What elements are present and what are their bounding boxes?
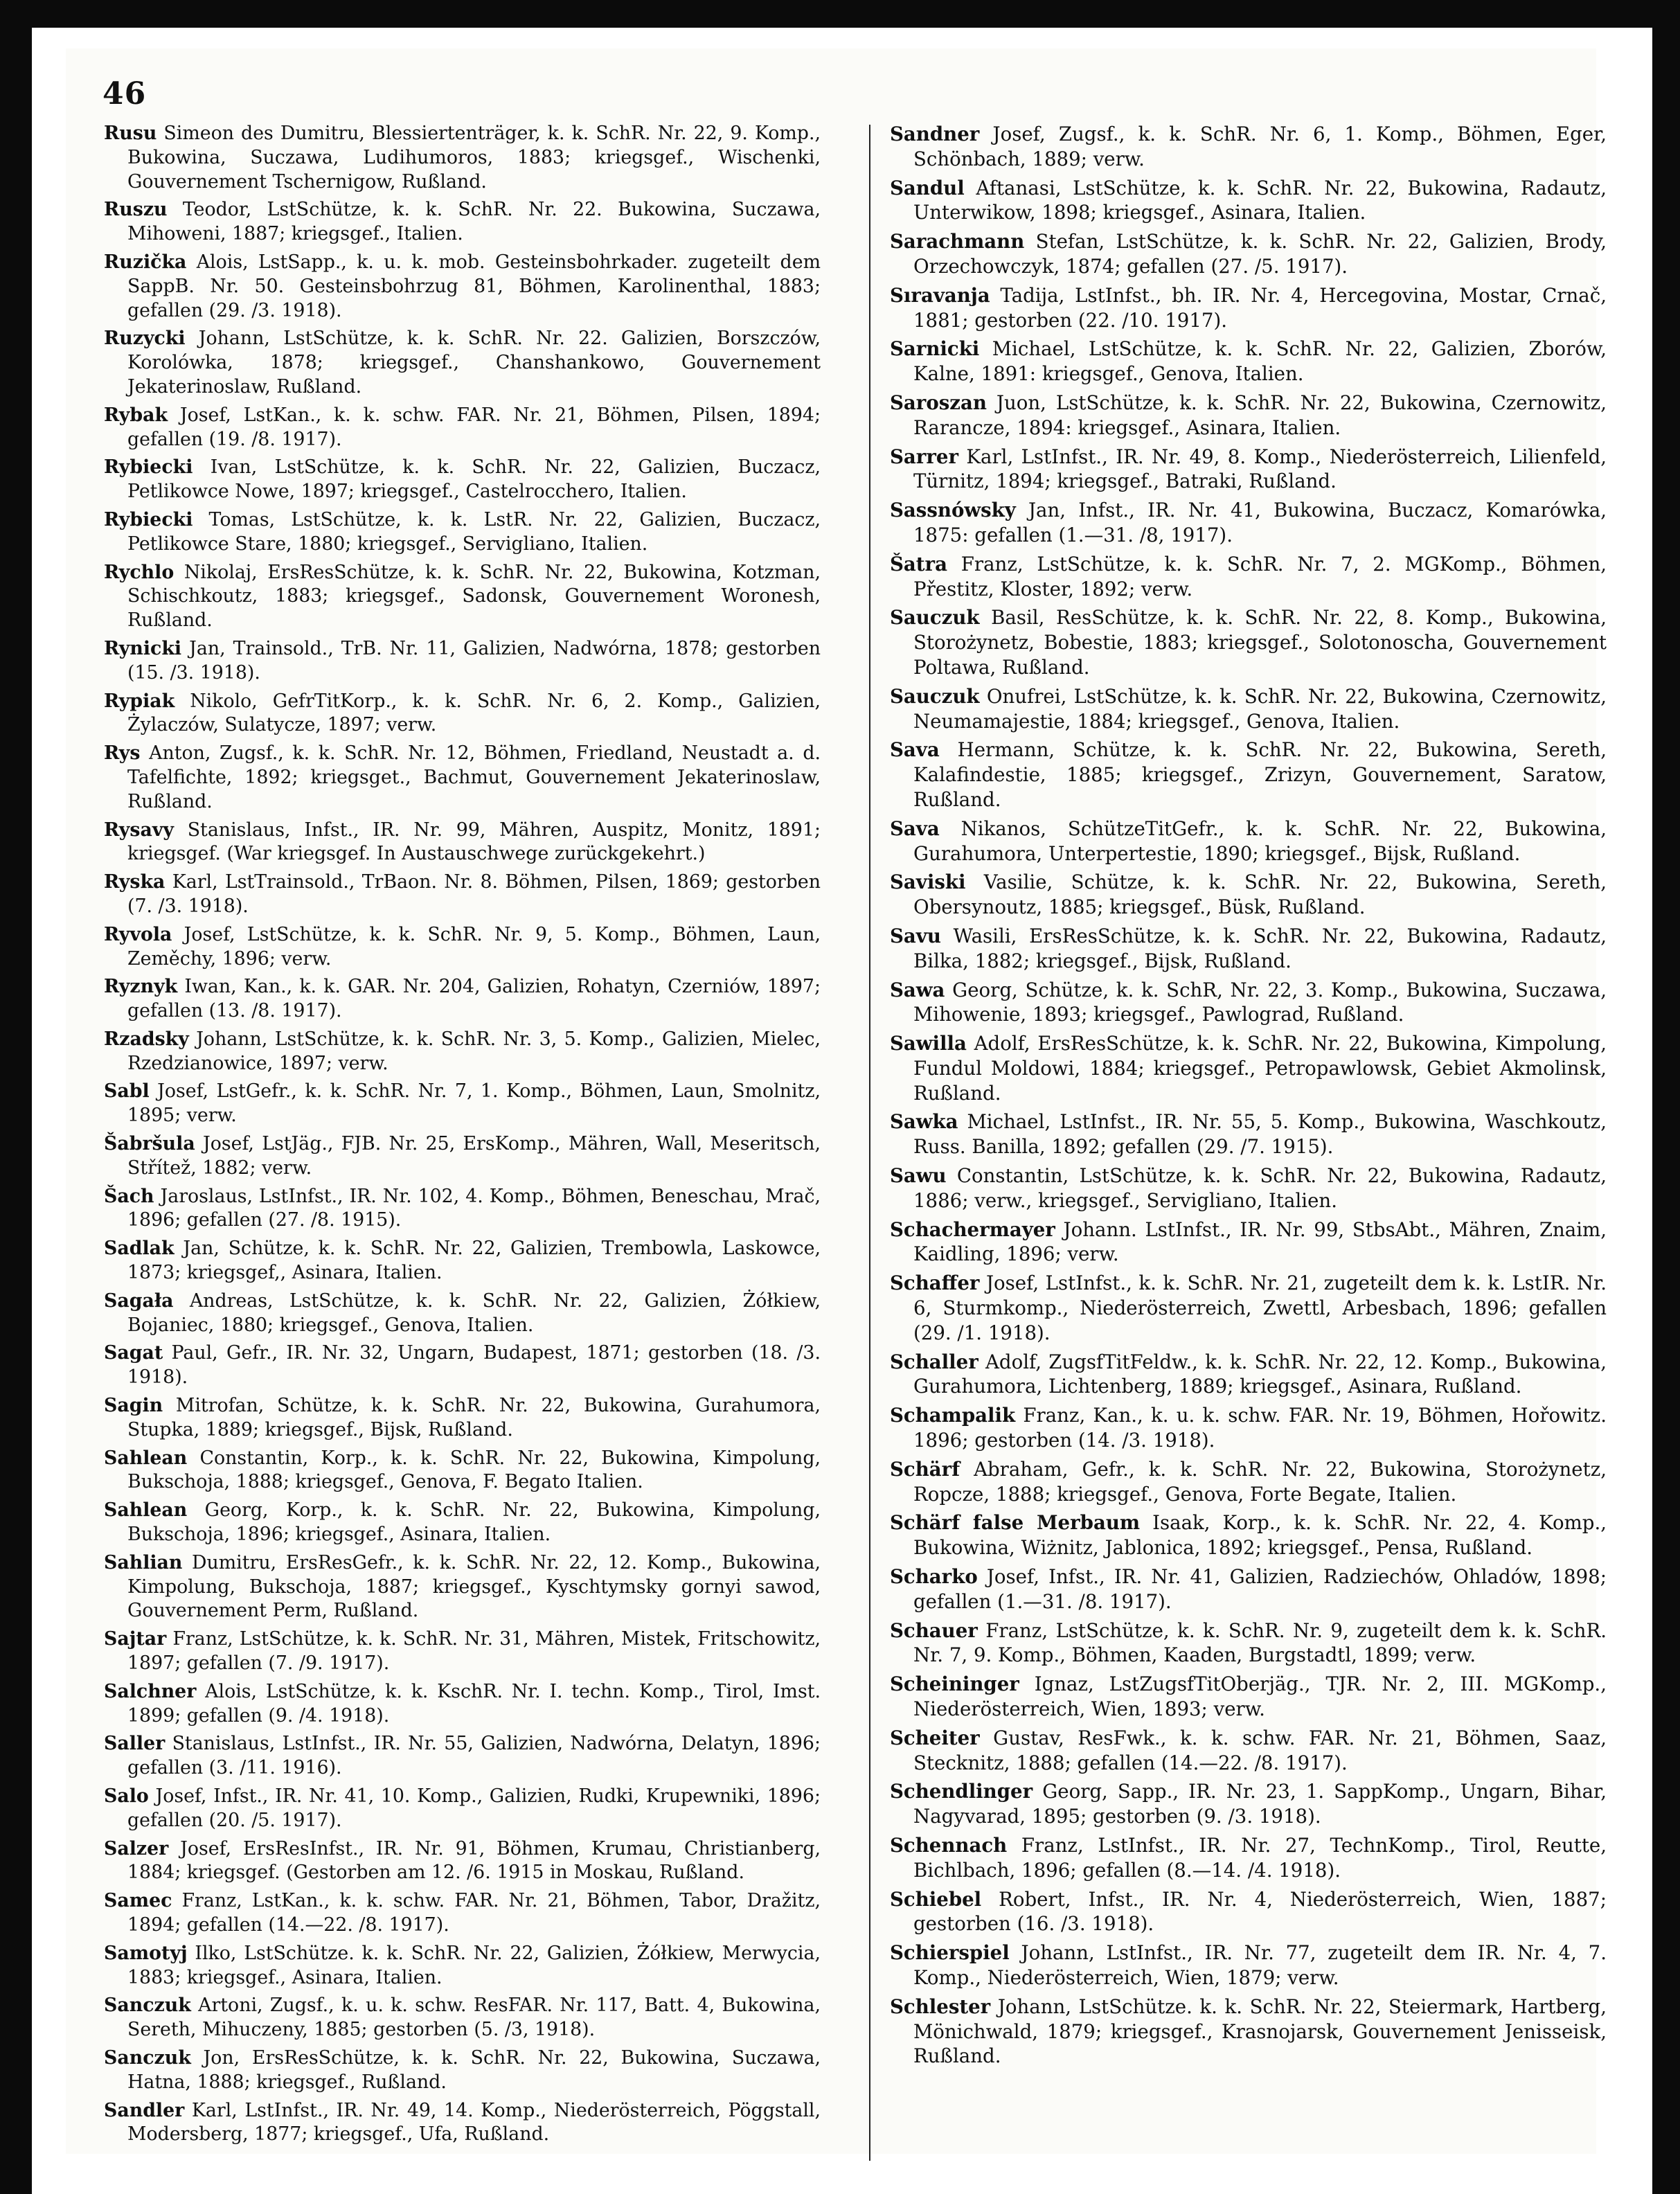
entry-surname: Schachermayer [890, 1218, 1055, 1241]
list-entry [104, 1290, 821, 1338]
entry-surname: Sajtar [104, 1628, 167, 1650]
entry-surname: Schärf false Merbaum [890, 1511, 1141, 1535]
entry-surname: Sandner [890, 123, 980, 145]
entry-details: Josef, Infst., IR. Nr. 41, Galizien, Radziechów, Ohladów, 1898; gefallen (1.—31. /8. 1917). [913, 1565, 1607, 1613]
list-entry [104, 1132, 821, 1181]
list-entry [890, 1350, 1607, 1400]
entry-surname: Savu [890, 924, 941, 947]
entry-details: Jan, Infst., IR. Nr. 41, Bukowina, Buczacz, Komarówka, 1875: gefallen (1.—31. /8, 1917). [913, 499, 1607, 546]
entry-details: Franz, LstSchütze, k. k. SchR. Nr. 9, zugeteilt dem k. k. SchR. Nr. 7, 9. Komp., Böhmen, Kaaden, Burgstadtl, 1899; verw. [913, 1618, 1607, 1667]
entry-surname: Sanczuk [104, 2046, 191, 2069]
entry-details: Georg, Korp., k. k. SchR. Nr. 22, Bukowina, Kimpolung, Bukschoja, 1896; kriegsgef., Asinara, Italien. [127, 1499, 821, 1546]
entry-details: Constantin, LstSchütze, k. k. SchR. Nr. 22, Bukowina, Radautz, 1886; verw., kriegsgef., Servigliano, Italien. [913, 1164, 1607, 1212]
entry-surname: Sawu [890, 1164, 947, 1188]
entry-surname: Sadlak [104, 1238, 175, 1260]
entry-details: Karl, LstInfst., IR. Nr. 49, 8. Komp., Niederösterreich, Lilienfeld, Türnitz, 1894; kriegsgef., Batraki, Rußland. [913, 445, 1607, 493]
entry-surname: Schlester [890, 1995, 991, 2018]
entry-surname: Sahlean [104, 1447, 188, 1469]
list-entry [104, 1028, 821, 1076]
entry-surname: Schampalik [890, 1404, 1016, 1427]
entry-details: Stanislaus, Infst., IR. Nr. 99, Mähren, Auspitz, Monitz, 1891; kriegsgef. (War kriegsgef. In Austauschwege zurückgekehrt.) [127, 819, 821, 865]
entry-surname: Salo [104, 1785, 149, 1807]
list-entry [890, 1618, 1607, 1668]
entry-surname: Rusu [104, 123, 157, 144]
list-entry [104, 1627, 821, 1676]
entry-surname: Sassnówsky [890, 499, 1016, 522]
list-entry [104, 1837, 821, 1886]
entry-surname: Sıravanja [890, 283, 990, 307]
list-entry [104, 1889, 821, 1938]
list-entry [104, 1551, 821, 1623]
list-entry [890, 1833, 1607, 1883]
list-entry [890, 1564, 1607, 1614]
list-entry [890, 1109, 1607, 1159]
entry-details: Franz, LstKan., k. k. schw. FAR. Nr. 21, Böhmen, Tabor, Dražitz, 1894; gefallen (14.—22. /8. 1917). [127, 1890, 821, 1936]
entry-details: Vasilie, Schütze, k. k. SchR. Nr. 22, Bukowina, Sereth, Obersynoutz, 1885; kriegsgef., Büsk, Rußland. [913, 871, 1607, 919]
entry-surname: Sawa [890, 978, 945, 1001]
list-entry [104, 1942, 821, 1990]
list-entry [104, 1994, 821, 2042]
list-entry [104, 251, 821, 323]
entry-surname: Šabršula [104, 1133, 195, 1155]
entry-details: Tadija, LstInfst., bh. IR. Nr. 4, Hercegovina, Mostar, Crnač, 1881; gestorben (22. /10. 1917). [913, 283, 1607, 332]
entry-details: Abraham, Gefr., k. k. SchR. Nr. 22, Bukowina, Storożynetz, Ropcze, 1888; kriegsgef., Genova, Forte Begate, Italien. [913, 1457, 1607, 1506]
entry-details: Adolf, ErsResSchütze, k. k. SchR. Nr. 22, Bukowina, Kimpolung, Fundul Moldowi, 1884; kriegsgef., Petropawlowsk, Gebiet Akmolinsk, Rußland. [913, 1032, 1607, 1105]
entry-surname: Saviski [890, 871, 966, 894]
list-entry [104, 923, 821, 972]
entry-surname: Sava [890, 817, 940, 840]
entry-details: Juon, LstSchütze, k. k. SchR. Nr. 22, Bukowina, Czernowitz, Rarancze, 1894: kriegsgef., Asinara, Italien. [913, 391, 1607, 439]
entry-details: Josef, LstInfst., k. k. SchR. Nr. 21, zugeteilt dem k. k. LstIR. Nr. 6, Sturmkomp., Niederösterreich, Zwettl, Arbesbach, 1896; gefallen (29. /1. 1918). [913, 1272, 1607, 1344]
entry-surname: Sawilla [890, 1032, 967, 1055]
scan-border-left [0, 0, 32, 2194]
list-entry [890, 283, 1607, 333]
list-entry [890, 337, 1607, 386]
entry-details: Georg, Sapp., IR. Nr. 23, 1. SappKomp., Ungarn, Bihar, Nagyvarad, 1895; gestorben (9. /3. 1918). [913, 1780, 1607, 1828]
entry-surname: Sandler [104, 2099, 185, 2121]
entry-details: Josef, LstJäg., FJB. Nr. 25, ErsKomp., Mähren, Wall, Meseritsch, Střítež, 1882; verw. [127, 1133, 821, 1179]
list-entry [890, 1457, 1607, 1507]
entry-details: Anton, Zugsf., k. k. SchR. Nr. 12, Böhmen, Friedland, Neustadt a. d. Tafelfichte, 1892; kriegsget., Bachmut, Gouvernement Jekaterinoslaw, Rußland. [127, 742, 821, 812]
entry-surname: Schauer [890, 1618, 978, 1642]
entry-details: Michael, LstSchütze, k. k. SchR. Nr. 22, Galizien, Zborów, Kalne, 1891: kriegsgef., Genova, Italien. [913, 337, 1607, 386]
entry-details: Basil, ResSchütze, k. k. SchR. Nr. 22, 8. Komp., Bukowina, Storożynetz, Bobestie, 1883; kriegsgef., Solotonoscha, Gouvernement Poltawa, Rußland. [913, 606, 1607, 679]
list-entry [890, 552, 1607, 602]
entry-details: Wasili, ErsResSchütze, k. k. SchR. Nr. 22, Bukowina, Radautz, Bilka, 1882; kriegsgef., Bijsk, Rußland. [913, 924, 1607, 972]
list-entry [890, 738, 1607, 812]
entry-details: Alois, LstSchütze, k. k. KschR. Nr. I. techn. Komp., Tirol, Imst. 1899; gefallen (9. /4. 1918). [127, 1680, 821, 1727]
left-column [104, 122, 821, 2151]
entry-surname: Rychlo [104, 561, 175, 583]
list-entry [890, 1887, 1607, 1937]
entry-details: Georg, Schütze, k. k. SchR, Nr. 22, 3. Komp., Bukowina, Suczawa, Mihowenie, 1893; kriegsgef., Pawlograd, Rußland. [913, 978, 1607, 1026]
entry-surname: Sauczuk [890, 606, 980, 630]
entry-surname: Salzer [104, 1837, 169, 1859]
entry-details: Hermann, Schütze, k. k. SchR. Nr. 22, Bukowina, Sereth, Kalafindestie, 1885; kriegsgef., Zrizyn, Gouvernement, Saratow, Rußland. [913, 738, 1607, 811]
list-entry [104, 819, 821, 867]
entry-details: Karl, LstTrainsold., TrBaon. Nr. 8. Böhmen, Pilsen, 1869; gestorben (7. /3. 1918). [127, 871, 821, 917]
entry-details: Jon, ErsResSchütze, k. k. SchR. Nr. 22, Bukowina, Suczawa, Hatna, 1888; kriegsgef., Rußland. [127, 2046, 821, 2093]
list-entry [104, 2099, 821, 2148]
entry-surname: Samotyj [104, 1942, 188, 1964]
entry-surname: Rybiecki [104, 508, 193, 530]
entry-surname: Schaller [890, 1350, 978, 1373]
list-entry [104, 1680, 821, 1729]
list-entry [890, 445, 1607, 494]
entry-surname: Ruzička [104, 251, 187, 273]
entry-details: Nikolo, GefrTitKorp., k. k. SchR. Nr. 6, 2. Komp., Galizien, Żylaczów, Sulatycze, 1897; verw. [127, 690, 821, 736]
list-entry [890, 1271, 1607, 1345]
entry-surname: Ryska [104, 871, 166, 893]
list-entry [104, 1237, 821, 1285]
entry-surname: Schärf [890, 1457, 960, 1481]
entry-details: Isaak, Korp., k. k. SchR. Nr. 22, 4. Komp., Bukowina, Wiżnitz, Jablonica, 1892; kriegsgef., Pensa, Rußland. [913, 1511, 1607, 1560]
entry-details: Dumitru, ErsResGefr., k. k. SchR. Nr. 22, 12. Komp., Bukowina, Kimpolung, Bukschoja, 1887; kriegsgef., Kyschtymsky gornyi sawod, Gouvernement Perm, Rußland. [127, 1551, 821, 1622]
entry-surname: Sagała [104, 1290, 174, 1312]
entry-surname: Scheiter [890, 1726, 980, 1749]
list-entry [890, 1031, 1607, 1105]
entry-surname: Saroszan [890, 391, 987, 414]
scan-border-top [0, 0, 1680, 28]
list-entry [890, 684, 1607, 734]
list-entry [104, 975, 821, 1024]
list-entry [104, 508, 821, 557]
list-entry [890, 1403, 1607, 1453]
entry-details: Johann, LstSchütze. k. k. SchR. Nr. 22, Steiermark, Hartberg, Mönichwald, 1879; kriegsgef., Krasnojarsk, Gouvernement Jenisseisk, Rußland. [913, 1995, 1607, 2068]
entry-surname: Šach [104, 1185, 154, 1207]
entry-surname: Rynicki [104, 637, 182, 659]
list-entry [104, 404, 821, 452]
entry-details: Paul, Gefr., IR. Nr. 32, Ungarn, Budapest, 1871; gestorben (18. /3. 1918). [127, 1342, 821, 1389]
entry-surname: Sabl [104, 1080, 150, 1103]
entry-details: Franz, Kan., k. u. k. schw. FAR. Nr. 19, Böhmen, Hořowitz. 1896; gestorben (14. /3. 1918). [913, 1404, 1607, 1452]
list-entry [104, 1341, 821, 1390]
entry-surname: Sahlean [104, 1499, 188, 1522]
entry-surname: Schiebel [890, 1887, 982, 1911]
entry-surname: Sawka [890, 1110, 958, 1134]
entry-surname: Saller [104, 1733, 166, 1755]
entry-surname: Ruszu [104, 199, 168, 221]
list-entry [890, 1218, 1607, 1267]
entry-surname: Rybak [104, 404, 168, 426]
entry-details: Stanislaus, LstInfst., IR. Nr. 55, Galizien, Nadwórna, Delatyn, 1896; gefallen (3. /11. 1916). [127, 1733, 821, 1779]
list-entry [104, 871, 821, 919]
entry-details: Robert, Infst., IR. Nr. 4, Niederösterreich, Wien, 1887; gestorben (16. /3. 1918). [913, 1887, 1607, 1936]
list-entry [104, 2046, 821, 2095]
entry-details: Tomas, LstSchütze, k. k. LstR. Nr. 22, Galizien, Buczacz, Petlikowce Stare, 1880; kriegsgef., Servigliano, Italien. [127, 508, 821, 555]
entry-surname: Sarachmann [890, 230, 1025, 253]
entry-details: Josef, LstSchütze, k. k. SchR. Nr. 9, 5. Komp., Böhmen, Laun, Zeměchy, 1896; verw. [127, 923, 821, 970]
scan-border-right [1652, 0, 1680, 2194]
entry-details: Josef, Zugsf., k. k. SchR. Nr. 6, 1. Komp., Böhmen, Eger, Schönbach, 1889; verw. [913, 123, 1607, 170]
entry-surname: Sarrer [890, 445, 958, 468]
entry-surname: Salchner [104, 1680, 197, 1702]
entry-surname: Šatra [890, 552, 947, 576]
list-entry [890, 1163, 1607, 1213]
entry-details: Ignaz, LstZugsfTitOberjäg., TJR. Nr. 2, III. MGKomp., Niederösterreich, Wien, 1893; verw. [913, 1673, 1607, 1721]
entry-details: Franz, LstSchütze, k. k. SchR. Nr. 31, Mähren, Mistek, Fritschowitz, 1897; gefallen (7. /9. 1917). [127, 1628, 821, 1675]
entry-details: Andreas, LstSchütze, k. k. SchR. Nr. 22, Galizien, Żółkiew, Bojaniec, 1880; kriegsgef., Genova, Italien. [127, 1290, 821, 1336]
list-entry [890, 122, 1607, 172]
list-entry [890, 924, 1607, 974]
entry-details: Aftanasi, LstSchütze, k. k. SchR. Nr. 22, Bukowina, Radautz, Unterwikow, 1898; kriegsgef., Asinara, Italien. [913, 176, 1607, 224]
entry-details: Johann. LstInfst., IR. Nr. 99, StbsAbt., Mähren, Znaim, Kaidling, 1896; verw. [913, 1218, 1607, 1266]
list-entry [890, 978, 1607, 1028]
entry-details: Artoni, Zugsf., k. u. k. schw. ResFAR. Nr. 117, Batt. 4, Bukowina, Sereth, Mihuczeny, 1885; gestorben (5. /3, 1918). [127, 1995, 821, 2041]
entry-surname: Schennach [890, 1834, 1008, 1857]
list-entry [104, 1499, 821, 1547]
entry-details: Josef, LstGefr., k. k. SchR. Nr. 7, 1. Komp., Böhmen, Laun, Smolnitz, 1895; verw. [127, 1080, 821, 1127]
entry-surname: Rybiecki [104, 456, 193, 479]
entry-surname: Sandul [890, 176, 965, 199]
list-entry [104, 1447, 821, 1495]
entry-surname: Sahlian [104, 1551, 183, 1573]
list-entry [890, 391, 1607, 440]
entry-details: Jan, Schütze, k. k. SchR. Nr. 22, Galizien, Trembowla, Laskowce, 1873; kriegsgef,, Asinara, Italien. [127, 1238, 821, 1284]
entry-details: Nikanos, SchützeTitGefr., k. k. SchR. Nr. 22, Bukowina, Gurahumora, Unterpertestie, 1890; kriegsgef., Bijsk, Rußland. [913, 817, 1607, 865]
entry-details: Josef, ErsResInfst., IR. Nr. 91, Böhmen, Krumau, Christianberg, 1884; kriegsgef. (Gestorben am 12. /6. 1915 in Moskau, Rußland. [127, 1837, 821, 1884]
list-entry [104, 1080, 821, 1128]
right-column [890, 122, 1607, 2073]
entry-details: Johann, LstSchütze, k. k. SchR. Nr. 22. Galizien, Borszczów, Korolówka, 1878; kriegsgef., Chanshankowo, Gouvernement Jekaterinoslaw, Rußland. [127, 328, 821, 398]
entry-surname: Samec [104, 1890, 172, 1912]
entry-surname: Sarnicki [890, 337, 980, 361]
list-entry [104, 1732, 821, 1781]
list-entry [890, 498, 1607, 548]
entry-details: Ilko, LstSchütze. k. k. SchR. Nr. 22, Galizien, Żółkiew, Merwycia, 1883; kriegsgef., Asinara, Italien. [127, 1942, 821, 1988]
entry-details: Johann, LstSchütze, k. k. SchR. Nr. 3, 5. Komp., Galizien, Mielec, Rzedzianowice, 1897; verw. [127, 1028, 821, 1074]
entry-details: Onufrei, LstSchütze, k. k. SchR. Nr. 22, Bukowina, Czernowitz, Neumamajestie, 1884; kriegsgef., Genova, Italien. [913, 684, 1607, 733]
list-entry [104, 198, 821, 247]
list-entry [890, 1779, 1607, 1829]
entry-surname: Sagin [104, 1395, 163, 1417]
entry-surname: Rzadsky [104, 1028, 189, 1050]
list-entry [104, 637, 821, 686]
entry-details: Jaroslaus, LstInfst., IR. Nr. 102, 4. Komp., Böhmen, Beneschau, Mrač, 1896; gefallen (27. /8. 1915). [127, 1185, 821, 1231]
entry-surname: Schierspiel [890, 1941, 1010, 1965]
entry-details: Jan, Trainsold., TrB. Nr. 11, Galizien, Nadwórna, 1878; gestorben (15. /3. 1918). [127, 637, 821, 684]
entry-details: Alois, LstSapp., k. u. k. mob. Gesteinsbohrkader. zugeteilt dem SappB. Nr. 50. Gesteinsbohrzug 81, Böhmen, Karolinenthal, 1883; gefallen (29. /3. 1918). [127, 251, 821, 321]
list-entry [104, 122, 821, 194]
entry-surname: Scheininger [890, 1673, 1019, 1696]
entry-details: Josef, Infst., IR. Nr. 41, 10. Komp., Galizien, Rudki, Krupewniki, 1896; gefallen (20. /5. 1917). [127, 1785, 821, 1831]
entry-details: Karl, LstInfst., IR. Nr. 49, 14. Komp., Niederösterreich, Pöggstall, Modersberg, 1877; kriegsgef., Ufa, Rußland. [127, 2099, 821, 2146]
list-entry [890, 817, 1607, 866]
list-entry [104, 327, 821, 399]
entry-details: Ivan, LstSchütze, k. k. SchR. Nr. 22, Galizien, Buczacz, Petlikowce Nowe, 1897; kriegsgef., Castelrocchero, Italien. [127, 456, 821, 503]
list-entry [890, 1995, 1607, 2069]
list-entry [890, 1672, 1607, 1722]
entry-surname: Sauczuk [890, 684, 980, 708]
entry-details: Simeon des Dumitru, Blessiertenträger, k. k. SchR. Nr. 22, 9. Komp., Bukowina, Suczawa, Ludihumoros, 1883; kriegsgef., Wischenki, Gouvernement Tschernigow, Rußland. [127, 123, 821, 193]
list-entry [890, 1510, 1607, 1560]
entry-details: Iwan, Kan., k. k. GAR. Nr. 204, Galizien, Rohatyn, Czerniów, 1897; gefallen (13. /8. 1917). [127, 976, 821, 1022]
list-entry [104, 1785, 821, 1833]
entry-details: Stefan, LstSchütze, k. k. SchR. Nr. 22, Galizien, Brody, Orzechowczyk, 1874; gefallen (27. /5. 1917). [913, 230, 1607, 278]
entry-details: Josef, LstKan., k. k. schw. FAR. Nr. 21, Böhmen, Pilsen, 1894; gefallen (19. /8. 1917). [127, 404, 821, 450]
list-entry [890, 1726, 1607, 1776]
entry-surname: Rysavy [104, 819, 174, 841]
entry-surname: Ruzycki [104, 328, 186, 350]
entry-details: Gustav, ResFwk., k. k. schw. FAR. Nr. 21, Böhmen, Saaz, Stecknitz, 1888; gefallen (14.—22. /8. 1917). [913, 1726, 1607, 1774]
list-entry [104, 561, 821, 633]
entry-details: Mitrofan, Schütze, k. k. SchR. Nr. 22, Bukowina, Gurahumora, Stupka, 1889; kriegsgef., Bijsk, Rußland. [127, 1395, 821, 1441]
entry-details: Teodor, LstSchütze, k. k. SchR. Nr. 22. Bukowina, Suczawa, Mihoweni, 1887; kriegsgef., Italien. [127, 199, 821, 245]
list-entry [890, 605, 1607, 679]
list-entry [104, 1185, 821, 1233]
entry-details: Michael, LstInfst., IR. Nr. 55, 5. Komp., Bukowina, Waschkoutz, Russ. Banilla, 1892; gefallen (29. /7. 1915). [913, 1110, 1607, 1159]
entry-surname: Sagat [104, 1342, 163, 1364]
entry-surname: Rys [104, 742, 141, 765]
entry-surname: Rypiak [104, 690, 175, 712]
entry-details: Nikolaj, ErsResSchütze, k. k. SchR. Nr. 22, Bukowina, Kotzman, Schischkoutz, 1883; kriegsgef., Sadonsk, Gouvernement Woronesh, Rußland. [127, 561, 821, 632]
entry-surname: Ryvola [104, 923, 172, 945]
entry-details: Constantin, Korp., k. k. SchR. Nr. 22, Bukowina, Kimpolung, Bukschoja, 1888; kriegsgef., Genova, F. Begato Italien. [127, 1447, 821, 1493]
entry-details: Johann, LstInfst., IR. Nr. 77, zugeteilt dem IR. Nr. 4, 7. Komp., Niederösterreich, Wien, 1879; verw. [913, 1941, 1607, 1989]
list-entry [890, 1941, 1607, 1990]
entry-surname: Schendlinger [890, 1780, 1033, 1803]
entry-surname: Ryznyk [104, 976, 178, 998]
page-number: 46 [102, 76, 147, 112]
list-entry [104, 690, 821, 738]
entry-details: Adolf, ZugsfTitFeldw., k. k. SchR. Nr. 22, 12. Komp., Bukowina, Gurahumora, Lichtenberg, 1889; kriegsgef., Asinara, Rußland. [913, 1350, 1607, 1398]
entry-surname: Schaffer [890, 1272, 980, 1295]
entry-surname: Sanczuk [104, 1995, 191, 2017]
entry-details: Franz, LstInfst., IR. Nr. 27, TechnKomp., Tirol, Reutte, Bichlbach, 1896; gefallen (8.—14. /4. 1918). [913, 1834, 1607, 1882]
list-entry [104, 742, 821, 814]
column-divider [869, 125, 870, 2161]
list-entry [890, 870, 1607, 920]
entry-surname: Sava [890, 738, 940, 762]
list-entry [890, 176, 1607, 226]
entry-surname: Scharko [890, 1565, 978, 1589]
list-entry [104, 456, 821, 504]
list-entry [890, 229, 1607, 279]
entry-details: Franz, LstSchütze, k. k. SchR. Nr. 7, 2. MGKomp., Böhmen, Přestitz, Kloster, 1892; verw. [913, 552, 1607, 600]
list-entry [104, 1394, 821, 1443]
